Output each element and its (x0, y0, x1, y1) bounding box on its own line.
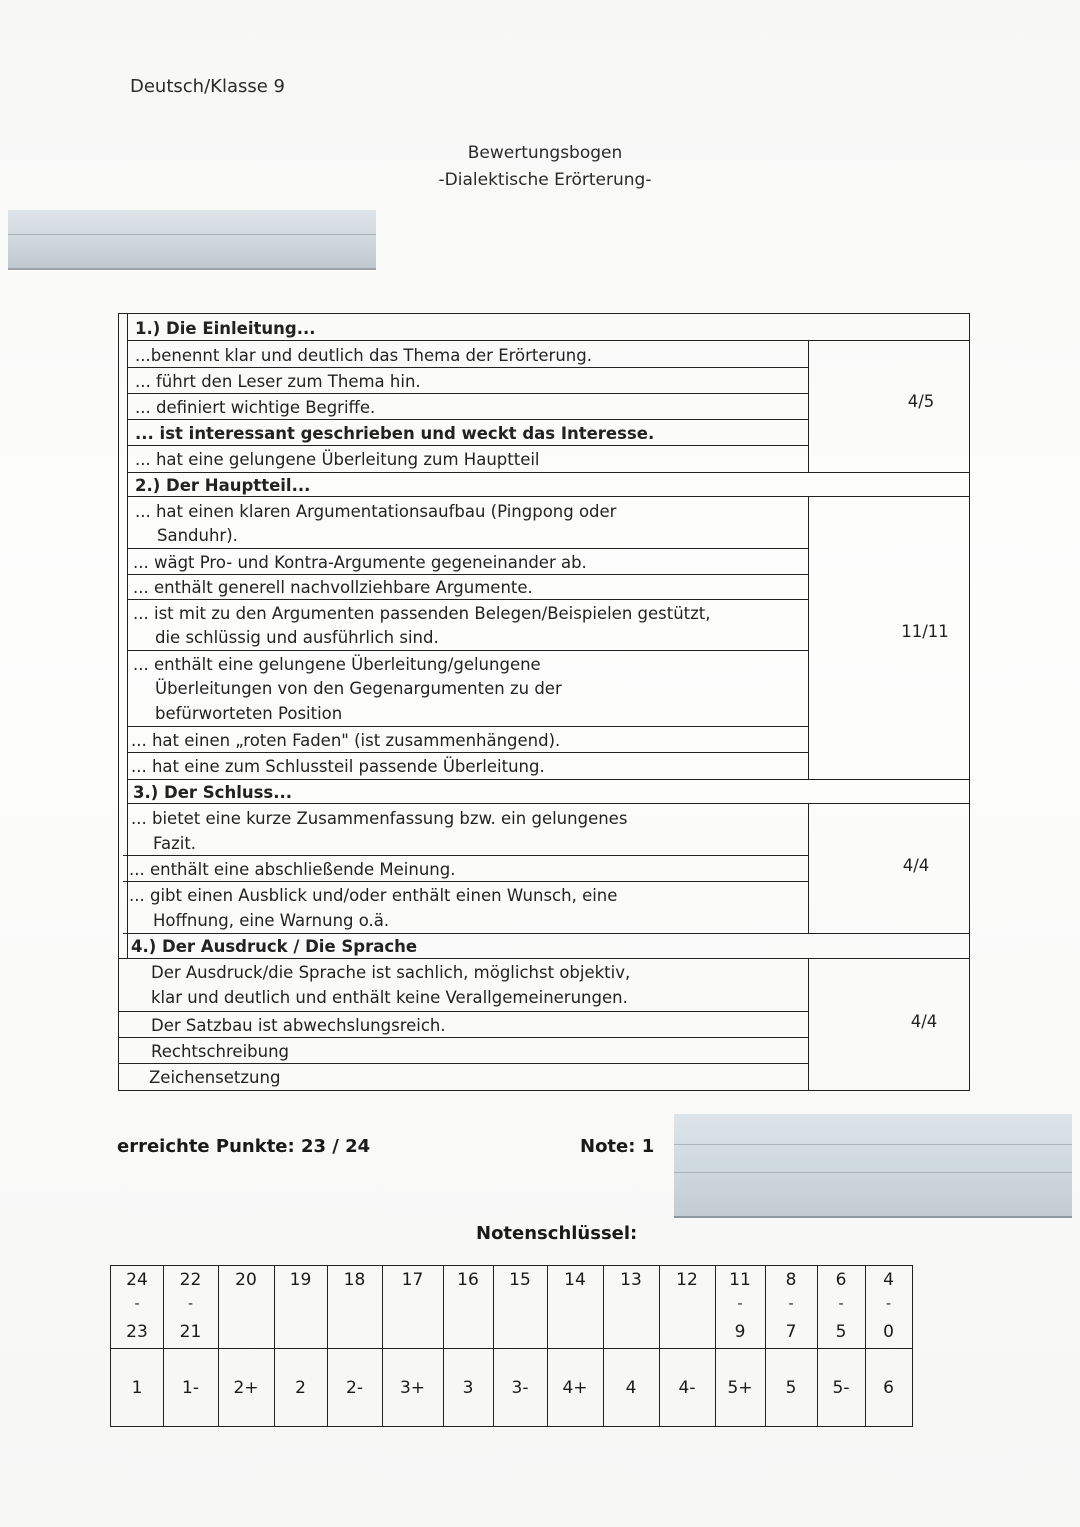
grade-key-grade: 6 (883, 1378, 894, 1398)
section-score: 4/5 (907, 392, 935, 411)
grade-key-range-dash: - (885, 1296, 892, 1312)
grade-key-column (765, 1266, 817, 1428)
row-rule (127, 726, 808, 727)
grade-key-grade: 4- (678, 1378, 696, 1398)
section-heading-schluss: 3.) Der Schluss... (133, 783, 293, 802)
grade-key-points-upper: 6 (835, 1270, 847, 1290)
grade-key-column (715, 1266, 765, 1428)
grade-key-grade: 1- (182, 1378, 199, 1398)
grade-key-column (817, 1266, 865, 1428)
grade-key-column (547, 1266, 603, 1428)
criterion-item: ...benennt klar und deutlich das Thema der Erörterung. (135, 346, 592, 365)
grade-key-grade: 2 (295, 1378, 306, 1398)
grade-key-points-lower: 5 (835, 1322, 847, 1342)
grade-key-points-lower: 21 (179, 1322, 202, 1342)
grade-key-column (274, 1266, 327, 1428)
grade-key-range-dash: - (737, 1296, 743, 1312)
grade-key-column (865, 1266, 912, 1428)
score-column-divider (808, 496, 809, 779)
section-score: 11/11 (901, 622, 949, 641)
grade-key-column (111, 1266, 163, 1428)
section-heading-einleitung: 1.) Die Einleitung... (135, 319, 316, 338)
criterion-item: befürworteten Position (155, 704, 343, 723)
criterion-item: ... ist interessant geschrieben und weckt das Interesse. (135, 424, 655, 443)
score-column-divider (808, 340, 809, 472)
grade-key-points-upper: 17 (401, 1270, 424, 1290)
title-line-1: Bewertungsbogen (467, 143, 623, 163)
title-line-2: -Dialektische Erörterung- (438, 170, 652, 190)
row-rule (119, 1037, 808, 1038)
final-grade: Note: 1 (580, 1136, 655, 1157)
criterion-item: Rechtschreibung (151, 1042, 290, 1061)
criterion-item: klar und deutlich und enthält keine Verallgemeinerungen. (151, 988, 628, 1007)
grade-key-points-upper: 8 (785, 1270, 797, 1290)
criterion-item: die schlüssig und ausführlich sind. (155, 628, 439, 647)
subject-label: Deutsch/Klasse 9 (130, 76, 285, 97)
grade-key-column (163, 1266, 218, 1428)
grade-key-column (218, 1266, 274, 1428)
criterion-item: ... hat eine zum Schlussteil passende Überleitung. (131, 757, 545, 776)
grade-key-column (493, 1266, 547, 1428)
criterion-item: ... hat einen klaren Argumentationsaufbau (Pingpong oder (135, 502, 617, 521)
grade-key-points-upper: 18 (343, 1270, 366, 1290)
name-redaction-strip (8, 210, 376, 270)
row-rule (119, 1063, 808, 1064)
criterion-item: Überleitungen von den Gegenargumenten zu der (155, 679, 562, 698)
rubric-left-border (127, 314, 128, 959)
grade-key-column (603, 1266, 659, 1428)
grade-key-title: Notenschlüssel: (476, 1223, 638, 1244)
score-column-divider (808, 803, 809, 933)
row-rule (127, 650, 808, 651)
grade-key-range-dash: - (788, 1296, 794, 1312)
criterion-item: ... enthält eine gelungene Überleitung/gelungene (133, 655, 541, 674)
grade-key-range-dash: - (187, 1296, 194, 1312)
grade-key-grade: 4 (625, 1378, 637, 1398)
row-rule (127, 367, 808, 368)
criterion-item: Zeichensetzung (149, 1068, 281, 1087)
grade-key-column (443, 1266, 493, 1428)
row-rule (127, 340, 970, 341)
criterion-item: ... führt den Leser zum Thema hin. (135, 372, 421, 391)
grade-key-grade: 5- (832, 1378, 850, 1398)
criterion-item: Sanduhr). (157, 526, 238, 545)
grade-key-points-upper: 16 (457, 1270, 479, 1290)
criterion-item: Der Ausdruck/die Sprache ist sachlich, möglichst objektiv, (151, 963, 631, 982)
grade-key-grade: 2+ (233, 1378, 259, 1398)
grade-key-range-dash: - (838, 1296, 844, 1312)
grade-key-points-upper: 13 (620, 1270, 642, 1290)
grade-key-points-lower: 7 (785, 1322, 797, 1342)
criterion-item: ... definiert wichtige Begriffe. (135, 398, 376, 417)
grade-key-range-dash: - (134, 1296, 140, 1312)
criterion-item: ... hat eine gelungene Überleitung zum Hauptteil (135, 450, 540, 469)
grade-key-grade: 5 (785, 1378, 797, 1398)
row-rule (127, 803, 970, 804)
criterion-item: Der Satzbau ist abwechslungsreich. (151, 1016, 446, 1035)
row-rule (127, 445, 808, 446)
grade-key-points-lower: 9 (734, 1322, 746, 1342)
achieved-points: erreichte Punkte: 23 / 24 (117, 1136, 371, 1157)
grade-key-grade: 1 (131, 1378, 143, 1398)
criterion-item: ... ist mit zu den Argumenten passenden Belegen/Beispielen gestützt, (133, 604, 711, 623)
grade-key-points-upper: 15 (509, 1270, 531, 1290)
grade-key-grade: 5+ (727, 1378, 753, 1398)
row-rule (127, 419, 808, 420)
grade-key-grade: 3+ (399, 1378, 426, 1398)
criterion-item: ... enthält eine abschließende Meinung. (129, 860, 456, 879)
criterion-item: ... gibt einen Ausblick und/oder enthält einen Wunsch, eine (129, 886, 618, 905)
grade-key-column (382, 1266, 443, 1428)
criterion-item: ... enthält generell nachvollziehbare Argumente. (133, 578, 533, 597)
row-rule (127, 548, 808, 549)
grade-key-points-upper: 19 (289, 1270, 312, 1290)
grade-key-points-lower: 23 (126, 1322, 148, 1342)
row-rule (127, 752, 808, 753)
rubric-table (118, 313, 970, 1091)
section-heading-hauptteil: 2.) Der Hauptteil... (135, 476, 311, 495)
criterion-item: Hoffnung, eine Warnung o.ä. (153, 911, 390, 930)
grade-key-column (327, 1266, 382, 1428)
grade-key-points-upper: 22 (179, 1270, 202, 1290)
grade-key-grade: 4+ (562, 1378, 588, 1398)
signature-redaction-strip (674, 1114, 1072, 1218)
section-heading-ausdruck: 4.) Der Ausdruck / Die Sprache (131, 937, 418, 956)
grade-key-points-upper: 11 (729, 1270, 751, 1290)
grade-key-points-lower: 0 (883, 1322, 894, 1342)
row-rule (123, 855, 808, 856)
grade-key-grade: 3 (462, 1378, 474, 1398)
row-rule (123, 881, 808, 882)
section-score: 4/4 (902, 856, 930, 875)
grade-key-grade: 3- (511, 1378, 529, 1398)
row-rule (119, 1011, 808, 1012)
grade-key-points-upper: 20 (235, 1270, 257, 1290)
row-rule (127, 599, 808, 600)
document-title (400, 140, 690, 194)
grade-key-grade: 2- (346, 1378, 363, 1398)
grade-key-table (110, 1265, 913, 1427)
score-column-divider (808, 958, 809, 1090)
grade-key-points-upper: 14 (564, 1270, 586, 1290)
grade-key-column (659, 1266, 715, 1428)
row-rule (119, 958, 970, 959)
criterion-item: ... bietet eine kurze Zusammenfassung bzw. ein gelungenes (131, 809, 628, 828)
grade-key-points-upper: 12 (676, 1270, 698, 1290)
criterion-item: ... wägt Pro- und Kontra-Argumente gegeneinander ab. (133, 553, 587, 572)
row-rule (127, 496, 970, 497)
grade-key-points-upper: 24 (126, 1270, 148, 1290)
section-score: 4/4 (910, 1012, 938, 1031)
criterion-item: Fazit. (153, 834, 197, 853)
row-rule (127, 393, 808, 394)
criterion-item: ... hat einen „roten Faden" (ist zusammenhängend). (131, 731, 561, 750)
grade-key-points-upper: 4 (883, 1270, 894, 1290)
